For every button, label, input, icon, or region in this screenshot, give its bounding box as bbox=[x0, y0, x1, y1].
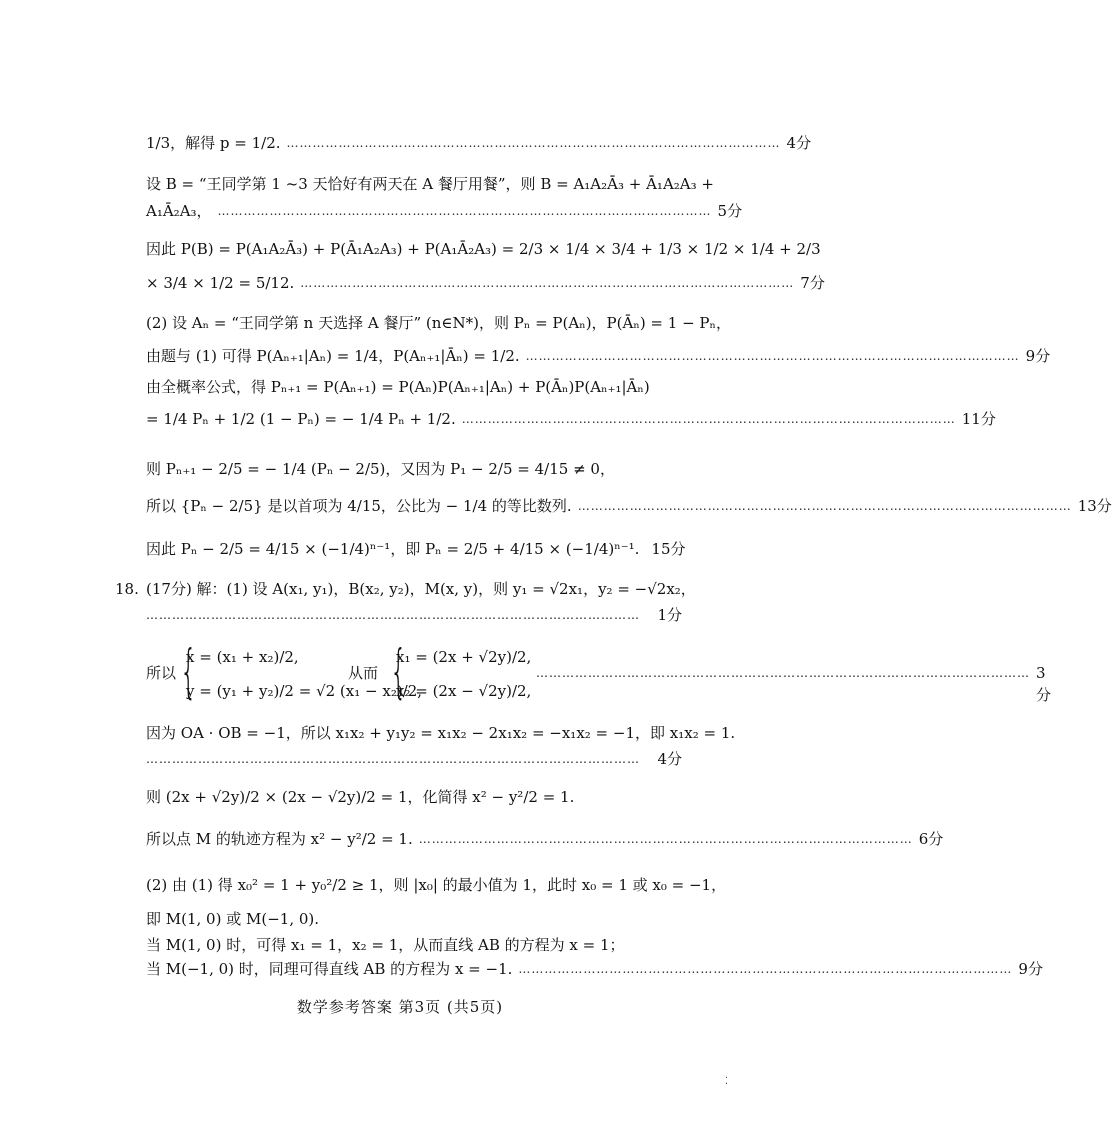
answer-text: 设 B = “王同学第 1 ~3 天恰好有两天在 A 餐厅用餐”，则 B = A₁A₂Ā₃ + Ā₁A₂A₃ + bbox=[146, 175, 714, 193]
answer-line bbox=[146, 538, 686, 560]
answer-text: 所以点 M 的轨迹方程为 x² − y²/2 = 1. bbox=[146, 830, 413, 848]
answer-line bbox=[146, 908, 682, 930]
system-row: y = (y₁ + y₂)/2 = √2 (x₁ − x₂)/2, bbox=[186, 682, 423, 700]
equation-system-1 bbox=[186, 637, 423, 708]
answer-text: × 3/4 × 1/2 = 5/12. bbox=[146, 274, 295, 292]
leader-dots: …………………………………………………………………………………………………… bbox=[217, 204, 712, 218]
answer-line bbox=[146, 495, 1112, 517]
answer-line bbox=[146, 200, 743, 222]
answer-line bbox=[146, 312, 732, 334]
leader-dots: …………………………………………………………………………………………………… bbox=[146, 608, 640, 622]
leader-dots: …………………………………………………………………………………………………… bbox=[300, 276, 795, 290]
answer-text: (17分) 解：(1) 设 A(x₁, y₁)，B(x₂, y₂)，M(x, y)，则 y₁ = √2x₁，y₂ = −√2x₂， bbox=[146, 580, 696, 598]
answer-line bbox=[146, 132, 812, 154]
answer-line bbox=[146, 604, 682, 626]
answer-text: = 1/4 Pₙ + 1/2 (1 − Pₙ) = − 1/4 Pₙ + 1/2. bbox=[146, 410, 456, 428]
answer-text: 因此 P(B) = P(A₁A₂Ā₃) + P(Ā₁A₂A₃) + P(A₁Ā₂A₃) = 2/3 × 1/4 × 3/4 + 1/3 × 1/2 × 1/4 + 2/3 bbox=[146, 240, 821, 258]
answer-line bbox=[146, 958, 1043, 980]
score-label: 5分 bbox=[717, 202, 743, 220]
system-row: x₁ = (2x + √2y)/2, bbox=[396, 648, 532, 666]
leader-dots: …………………………………………………………………………………………………… bbox=[518, 962, 1013, 976]
equation-system-2 bbox=[396, 640, 531, 708]
question-number: 18. bbox=[115, 580, 139, 598]
equation-system-block bbox=[146, 637, 1052, 712]
leader-dots: …………………………………………………………………………………………………… bbox=[536, 666, 1030, 680]
answer-line bbox=[146, 376, 682, 398]
score-label: 6分 bbox=[918, 830, 944, 848]
answer-text: 当 M(1, 0) 时，可得 x₁ = 1，x₂ = 1，从而直线 AB 的方程为 x = 1； bbox=[146, 936, 625, 954]
left-brace-icon: { bbox=[180, 637, 197, 705]
system-row: x₂ = (2x − √2y)/2, bbox=[396, 682, 532, 700]
answer-line bbox=[146, 408, 996, 430]
score-label: 3分 bbox=[1036, 664, 1052, 704]
score-label: 4分 bbox=[657, 750, 682, 768]
answer-text: 当 M(−1, 0) 时，同理可得直线 AB 的方程为 x = −1. bbox=[146, 960, 513, 978]
answer-line bbox=[146, 578, 696, 600]
answer-text: 即 M(1, 0) 或 M(−1, 0). bbox=[146, 910, 320, 928]
answer-line bbox=[146, 934, 682, 956]
answer-text: 由全概率公式，得 Pₙ₊₁ = P(Aₙ₊₁) = P(Aₙ)P(Aₙ₊₁|Aₙ) + P(Āₙ)P(Aₙ₊₁|Āₙ) bbox=[146, 378, 650, 396]
answer-text: A₁Ā₂A₃， bbox=[146, 202, 212, 220]
answer-line bbox=[146, 458, 682, 480]
answer-text: 由题与 (1) 可得 P(Aₙ₊₁|Aₙ) = 1/4，P(Aₙ₊₁|Āₙ) = 1/2. bbox=[146, 347, 520, 365]
score-label: 4分 bbox=[786, 134, 812, 152]
left-brace-icon: { bbox=[390, 637, 407, 705]
answer-text: 因为 OA · OB = −1，所以 x₁x₂ + y₁y₂ = x₁x₂ − 2x₁x₂ = −x₁x₂ = −1，即 x₁x₂ = 1. bbox=[146, 724, 736, 742]
system-row: x = (x₁ + x₂)/2, bbox=[186, 648, 299, 666]
leader-dots: …………………………………………………………………………………………………… bbox=[418, 832, 913, 846]
score-row bbox=[536, 662, 1052, 706]
score-label: 9分 bbox=[1025, 347, 1051, 365]
answer-line bbox=[146, 238, 821, 260]
score-label: 7分 bbox=[800, 274, 825, 292]
answer-line bbox=[146, 874, 727, 896]
system-prefix: 所以 bbox=[146, 664, 177, 682]
answer-text: 则 (2x + √2y)/2 × (2x − √2y)/2 = 1，化简得 x² − y²/2 = 1. bbox=[146, 788, 575, 806]
answer-line bbox=[146, 173, 714, 195]
score-label: 13分 bbox=[1077, 497, 1112, 515]
answer-line bbox=[146, 786, 682, 808]
system-connector: 从而 bbox=[348, 664, 379, 682]
answer-line bbox=[146, 828, 944, 850]
answer-line bbox=[146, 272, 825, 294]
leader-dots: …………………………………………………………………………………………………… bbox=[577, 499, 1072, 513]
score-label: 11分 bbox=[961, 410, 996, 428]
leader-dots: …………………………………………………………………………………………………… bbox=[525, 349, 1020, 363]
answer-text: 则 Pₙ₊₁ − 2/5 = − 1/4 (Pₙ − 2/5)，又因为 P₁ − 2/5 = 4/15 ≠ 0， bbox=[146, 460, 615, 478]
answer-line bbox=[146, 345, 1051, 367]
score-label: 9分 bbox=[1018, 960, 1043, 978]
leader-dots: …………………………………………………………………………………………………… bbox=[286, 136, 781, 150]
answer-text: (2) 设 Aₙ = “王同学第 n 天选择 A 餐厅” (n∈N*)，则 Pₙ = P(Aₙ)，P(Āₙ) = 1 − Pₙ， bbox=[146, 314, 732, 332]
scan-speck: ⁚ bbox=[724, 1076, 728, 1087]
answer-text: 1/3，解得 p = 1/2. bbox=[146, 134, 281, 152]
answer-line bbox=[146, 722, 736, 744]
answer-line bbox=[146, 748, 682, 770]
answer-text: (2) 由 (1) 得 x₀² = 1 + y₀²/2 ≥ 1，则 |x₀| 的最小值为 1，此时 x₀ = 1 或 x₀ = −1， bbox=[146, 876, 727, 894]
leader-dots: …………………………………………………………………………………………………… bbox=[461, 412, 956, 426]
page-footer: 数学参考答案 第3页 (共5页) bbox=[296, 998, 504, 1016]
answer-text: 因此 Pₙ − 2/5 = 4/15 × (−1/4)ⁿ⁻¹，即 Pₙ = 2/5 + 4/15 × (−1/4)ⁿ⁻¹. bbox=[146, 540, 640, 558]
score-label: 15分 bbox=[651, 540, 686, 558]
leader-dots: …………………………………………………………………………………………………… bbox=[146, 752, 640, 766]
answer-text: 所以 {Pₙ − 2/5} 是以首项为 4/15，公比为 − 1/4 的等比数列. bbox=[146, 497, 572, 515]
score-label: 1分 bbox=[657, 606, 682, 624]
